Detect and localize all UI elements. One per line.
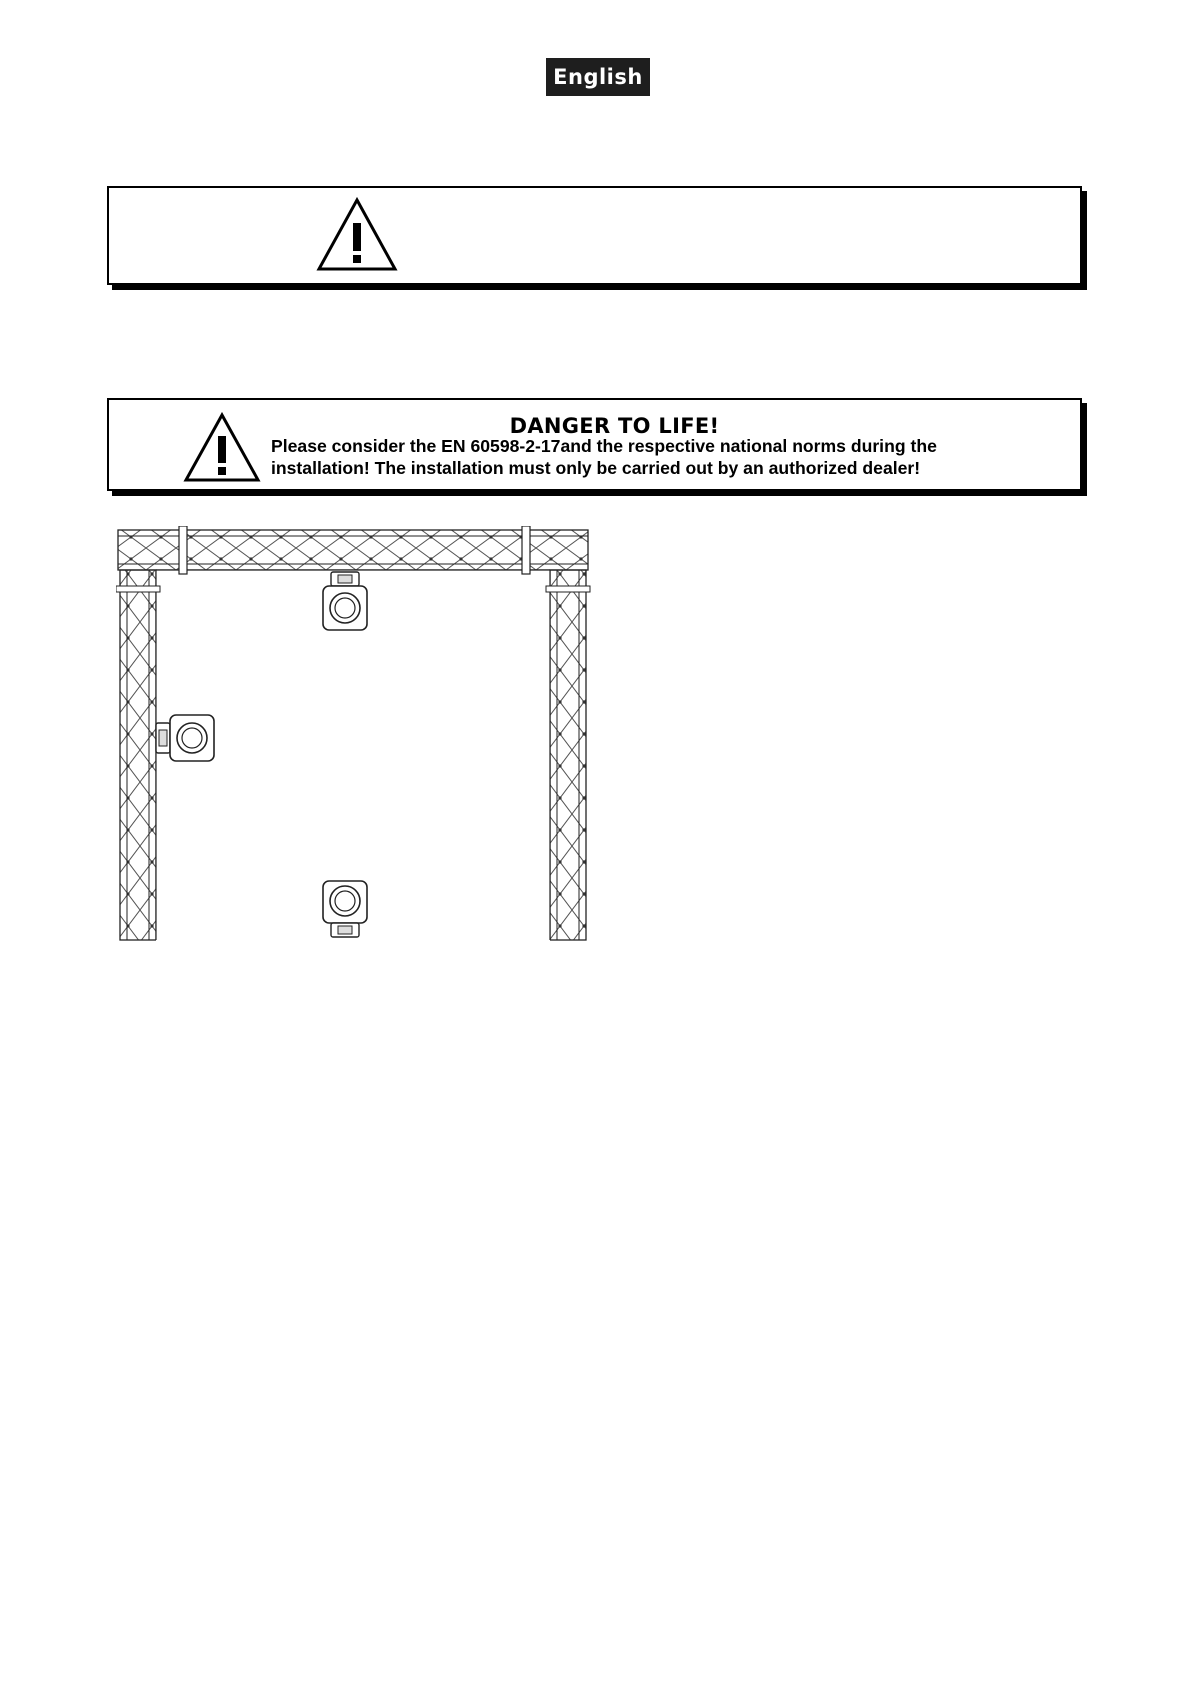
language-badge: English (546, 58, 650, 96)
danger-line-1: Please consider the EN 60598-2-17and the respective national norms during the (271, 436, 937, 456)
danger-box (107, 398, 1082, 491)
warning-triangle-icon (316, 197, 398, 273)
danger-line-2: installation! The installation must only be carried out by an authorized dealer! (271, 458, 921, 478)
caution-box (107, 186, 1082, 285)
danger-title: DANGER TO LIFE! (509, 414, 720, 438)
danger-text (271, 435, 1071, 479)
truss-left-column (120, 570, 156, 940)
truss-mounting-diagram (116, 526, 591, 946)
truss-right-column (550, 570, 586, 940)
truss-top-beam (118, 530, 588, 570)
